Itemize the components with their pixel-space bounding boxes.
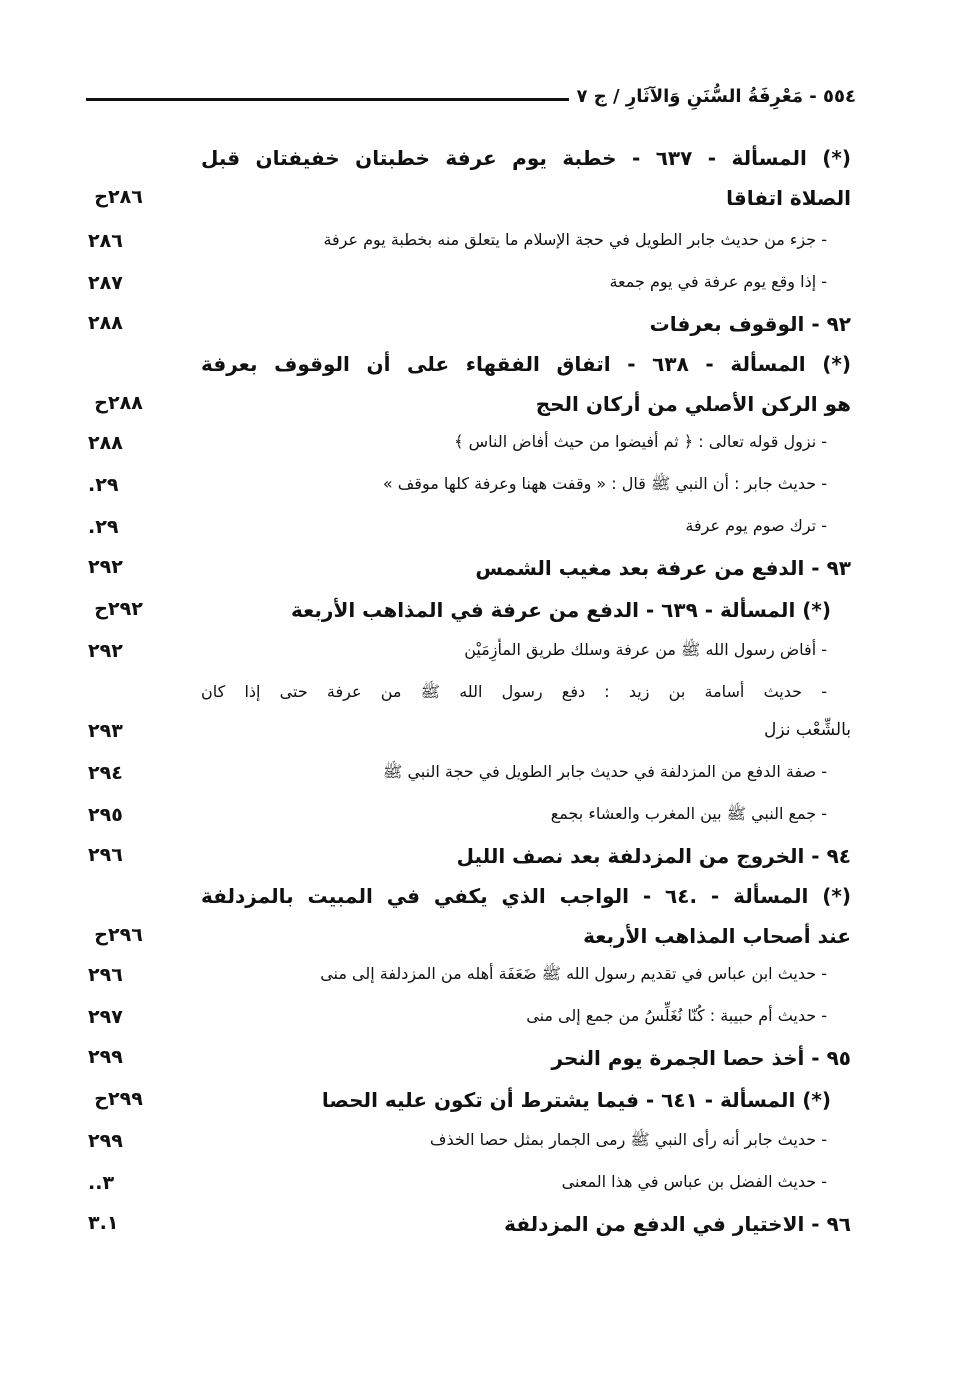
entry-title: - حديث الفضل بن عباس في هذا المعنى: [561, 1172, 827, 1191]
page-ref: [88, 762, 178, 784]
footnote-mark: ح: [94, 392, 108, 414]
page-number: ٢٨٨: [88, 432, 123, 454]
page-number: ٢٩٩: [108, 1088, 143, 1110]
page-number: ٢٩٩: [88, 1046, 123, 1068]
page-number: ٢٩٦: [88, 844, 123, 866]
entry-title-line2: الصلاة اتفاقا: [726, 186, 851, 210]
chapter-title: ٩٣ - الدفع من عرفة بعد مغيب الشمس: [475, 556, 851, 580]
entry-title: - حديث جابر : أن النبي ﷺ قال : « وقفت ههنا وعرفة كلها موقف »: [382, 474, 827, 493]
header-rule: [86, 98, 569, 101]
page-ref: [88, 432, 178, 454]
chapter-title: ٩٥ - أخذ حصا الجمرة يوم النحر: [551, 1046, 851, 1070]
page-number: ٢٩.: [88, 474, 119, 496]
page-number: ٢٩٦: [108, 924, 143, 946]
entry-title: - أفاض رسول الله ﷺ من عرفة وسلك طريق المأزِمَيْن: [464, 640, 827, 659]
entry-title-line2: بالشِّعْب نزل: [763, 720, 851, 740]
page-number: ٢٩٧: [88, 1006, 123, 1028]
page-number: ٢٩٢: [88, 556, 123, 578]
entry-title-line1: (*) المسألة - .٦٤ - الواجب الذي يكفي في المبيت بالمزدلفة: [201, 884, 851, 908]
entry-title-line1: (*) المسألة - ٦٣٧ - خطبة يوم عرفة خطبتان خفيفتان قبل: [201, 146, 852, 170]
page-number: ٢٨٨: [88, 312, 123, 334]
page-number: ٢٨٧: [88, 272, 123, 294]
page-number: ٢٩٣: [88, 720, 123, 742]
page-ref: [88, 720, 178, 742]
page-ref: [88, 474, 178, 496]
chapter-title: ٩٦ - الاختيار في الدفع من المزدلفة: [504, 1212, 851, 1236]
page-ref: [88, 516, 178, 538]
page-ref: [88, 598, 178, 620]
page-ref: [88, 186, 178, 208]
page-number: ٣.١: [88, 1212, 119, 1234]
page-number: ٢٨٦: [88, 230, 123, 252]
page-ref: [88, 964, 178, 986]
entry-title: - ترك صوم يوم عرفة: [685, 516, 827, 535]
page-ref: [88, 804, 178, 826]
entry-title: - حديث جابر أنه رأى النبي ﷺ رمى الجمار بمثل حصا الخذف: [429, 1130, 827, 1149]
page-number: ٢٩٦: [88, 964, 123, 986]
chapter-title: ٩٤ - الخروج من المزدلفة بعد نصف الليل: [456, 844, 851, 868]
entry-title: - جمع النبي ﷺ بين المغرب والعشاء بجمع: [550, 804, 827, 823]
page-ref: [88, 1172, 178, 1194]
chapter-title: ٩٢ - الوقوف بعرفات: [649, 312, 851, 336]
page-number: ٢٩٥: [88, 804, 123, 826]
entry-title: - حديث أم حبيبة : كُنّا نُغَلِّسُ من جمع إلى منى: [526, 1006, 827, 1025]
page-ref: [88, 1006, 178, 1028]
footnote-mark: ح: [94, 186, 108, 208]
page-ref: [88, 556, 178, 578]
page-number: ٢٩.: [88, 516, 119, 538]
page-ref: [88, 844, 178, 866]
page-ref: [88, 272, 178, 294]
footnote-mark: ح: [94, 598, 108, 620]
footnote-mark: ح: [94, 1088, 108, 1110]
entry-title-line2: هو الركن الأصلي من أركان الحج: [535, 392, 851, 416]
page-ref: [88, 1046, 178, 1068]
page-ref: [88, 1130, 178, 1152]
page-ref: [88, 392, 178, 414]
page-number: ٢٩٢: [108, 598, 143, 620]
page-ref: [88, 640, 178, 662]
page-number: ٢٩٤: [88, 762, 123, 784]
page-ref: [88, 230, 178, 252]
running-header: [86, 80, 856, 112]
footnote-mark: ح: [94, 924, 108, 946]
entry-title: (*) المسألة - ٦٣٩ - الدفع من عرفة في المذاهب الأربعة: [291, 598, 831, 622]
entry-title: - نزول قوله تعالى : ﴿ ثم أفيضوا من حيث أفاض الناس ﴾: [454, 432, 827, 451]
entry-title-line1: (*) المسألة - ٦٣٨ - اتفاق الفقهاء على أن الوقوف بعرفة: [201, 352, 851, 376]
entry-title: (*) المسألة - ٦٤١ - فيما يشترط أن تكون عليه الحصا: [321, 1088, 831, 1112]
page-number: ٢٩٢: [88, 640, 123, 662]
page-number: ٢٨٨: [108, 392, 143, 414]
header-text: ٥٥٤ - مَعْرِفَةُ السُّنَنِ وَالآثَارِ / ج ٧: [576, 85, 856, 107]
entry-title: - صفة الدفع من المزدلفة في حديث جابر الطويل في حجة النبي ﷺ: [383, 762, 827, 781]
page-ref: [88, 1212, 178, 1234]
page-ref: [88, 924, 178, 946]
entry-title: - إذا وقع يوم عرفة في يوم جمعة: [609, 272, 827, 291]
entry-title-line1: - حديث أسامة بن زيد : دفع رسول الله ﷺ من عرفة حتى إذا كان: [201, 682, 827, 701]
entry-title: - جزء من حديث جابر الطويل في حجة الإسلام ما يتعلق منه بخطبة يوم عرفة: [323, 230, 827, 249]
page-ref: [88, 1088, 178, 1110]
page-ref: [88, 312, 178, 334]
entry-title: - حديث ابن عباس في تقديم رسول الله ﷺ ضَعَفَة أهله من المزدلفة إلى منى: [320, 964, 827, 983]
page-number: ٣..: [88, 1172, 115, 1194]
page-number: ٢٩٩: [88, 1130, 123, 1152]
page-number: ٢٨٦: [108, 186, 143, 208]
entry-title-line2: عند أصحاب المذاهب الأربعة: [583, 924, 851, 948]
